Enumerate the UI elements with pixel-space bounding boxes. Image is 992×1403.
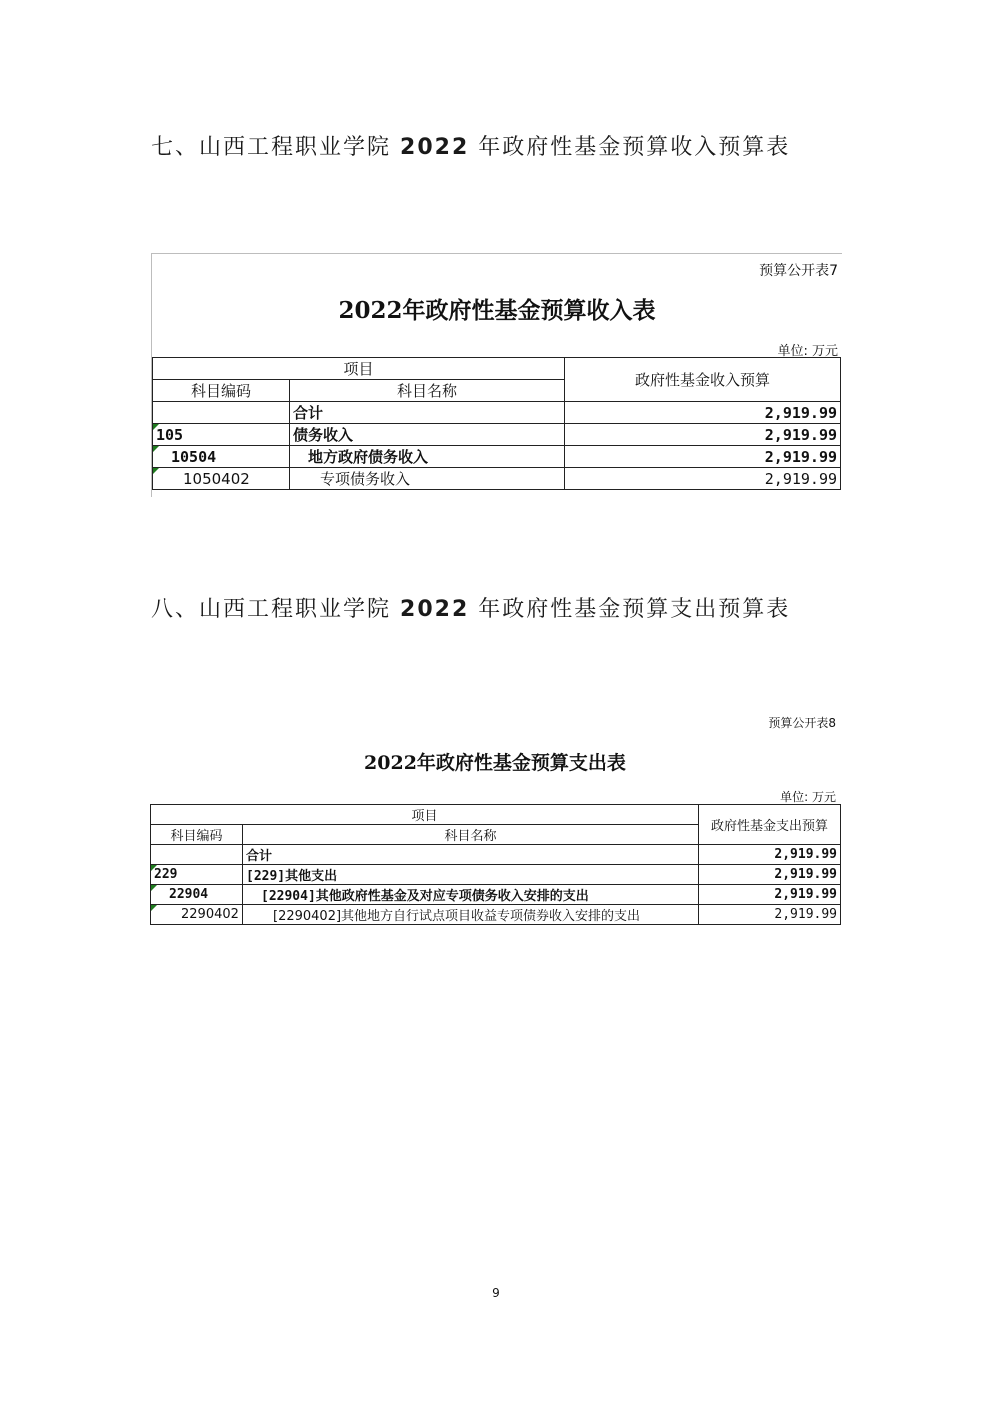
row-value: 2,919.99 [699,905,841,925]
row-value: 2,919.99 [699,885,841,905]
section-7-heading-year: 2022 [400,135,470,160]
table-title: 2022年政府性基金预算收入表 [338,297,656,324]
table-row [153,468,841,490]
expenditure-budget-sheet [150,712,840,932]
row-code: 22904 [151,885,243,905]
header-code: 科目编码 [153,380,290,402]
header-item: 项目 [153,358,565,380]
section-8-heading-prefix: 八、山西工程职业学院 [151,597,392,622]
row-value: 2,919.99 [565,446,841,468]
row-code: 1050402 [153,468,290,490]
header-value: 政府性基金支出预算 [699,805,841,845]
table-tag: 预算公开表7 [759,263,838,279]
income-budget-table [152,357,841,490]
table-tag: 预算公开表8 [768,716,836,730]
table-row [151,845,841,865]
section-7-heading [151,130,790,161]
section-8-heading [151,592,790,623]
table-row [153,402,841,424]
row-name: 债务收入 [290,424,565,446]
page-number: 9 [492,1286,500,1300]
row-value: 2,919.99 [565,402,841,424]
row-name: 合计 [290,402,565,424]
table-row [153,446,841,468]
section-7-heading-prefix: 七、山西工程职业学院 [151,135,392,160]
row-value: 2,919.99 [699,865,841,885]
section-8-heading-year: 2022 [400,597,470,622]
row-value: 2,919.99 [565,424,841,446]
income-budget-sheet [151,253,842,497]
expenditure-budget-table [150,804,841,925]
row-code: 229 [151,865,243,885]
row-code [151,845,243,865]
section-7-heading-suffix: 年政府性基金预算收入预算表 [478,135,791,160]
header-item: 项目 [151,805,699,825]
table-row [151,885,841,905]
header-name: 科目名称 [290,380,565,402]
unit-label: 单位: 万元 [777,344,838,359]
table-row [151,865,841,885]
unit-label: 单位: 万元 [780,790,836,804]
table-row [153,424,841,446]
row-code: 2290402 [151,905,243,925]
row-name: 合计 [243,845,699,865]
row-code: 105 [153,424,290,446]
header-row [151,805,841,825]
header-value: 政府性基金收入预算 [565,358,841,402]
row-name: 地方政府债务收入 [290,446,565,468]
table-title: 2022年政府性基金预算支出表 [364,752,626,774]
row-value: 2,919.99 [565,468,841,490]
header-row [153,358,841,380]
row-value: 2,919.99 [699,845,841,865]
row-name: [229]其他支出 [243,865,699,885]
header-name: 科目名称 [243,825,699,845]
row-name: [2290402]其他地方自行试点项目收益专项债券收入安排的支出 [243,905,699,925]
header-code: 科目编码 [151,825,243,845]
table-row [151,905,841,925]
section-8-heading-suffix: 年政府性基金预算支出预算表 [478,597,791,622]
row-name: [22904]其他政府性基金及对应专项债务收入安排的支出 [243,885,699,905]
row-code: 10504 [153,446,290,468]
row-name: 专项债务收入 [290,468,565,490]
row-code [153,402,290,424]
